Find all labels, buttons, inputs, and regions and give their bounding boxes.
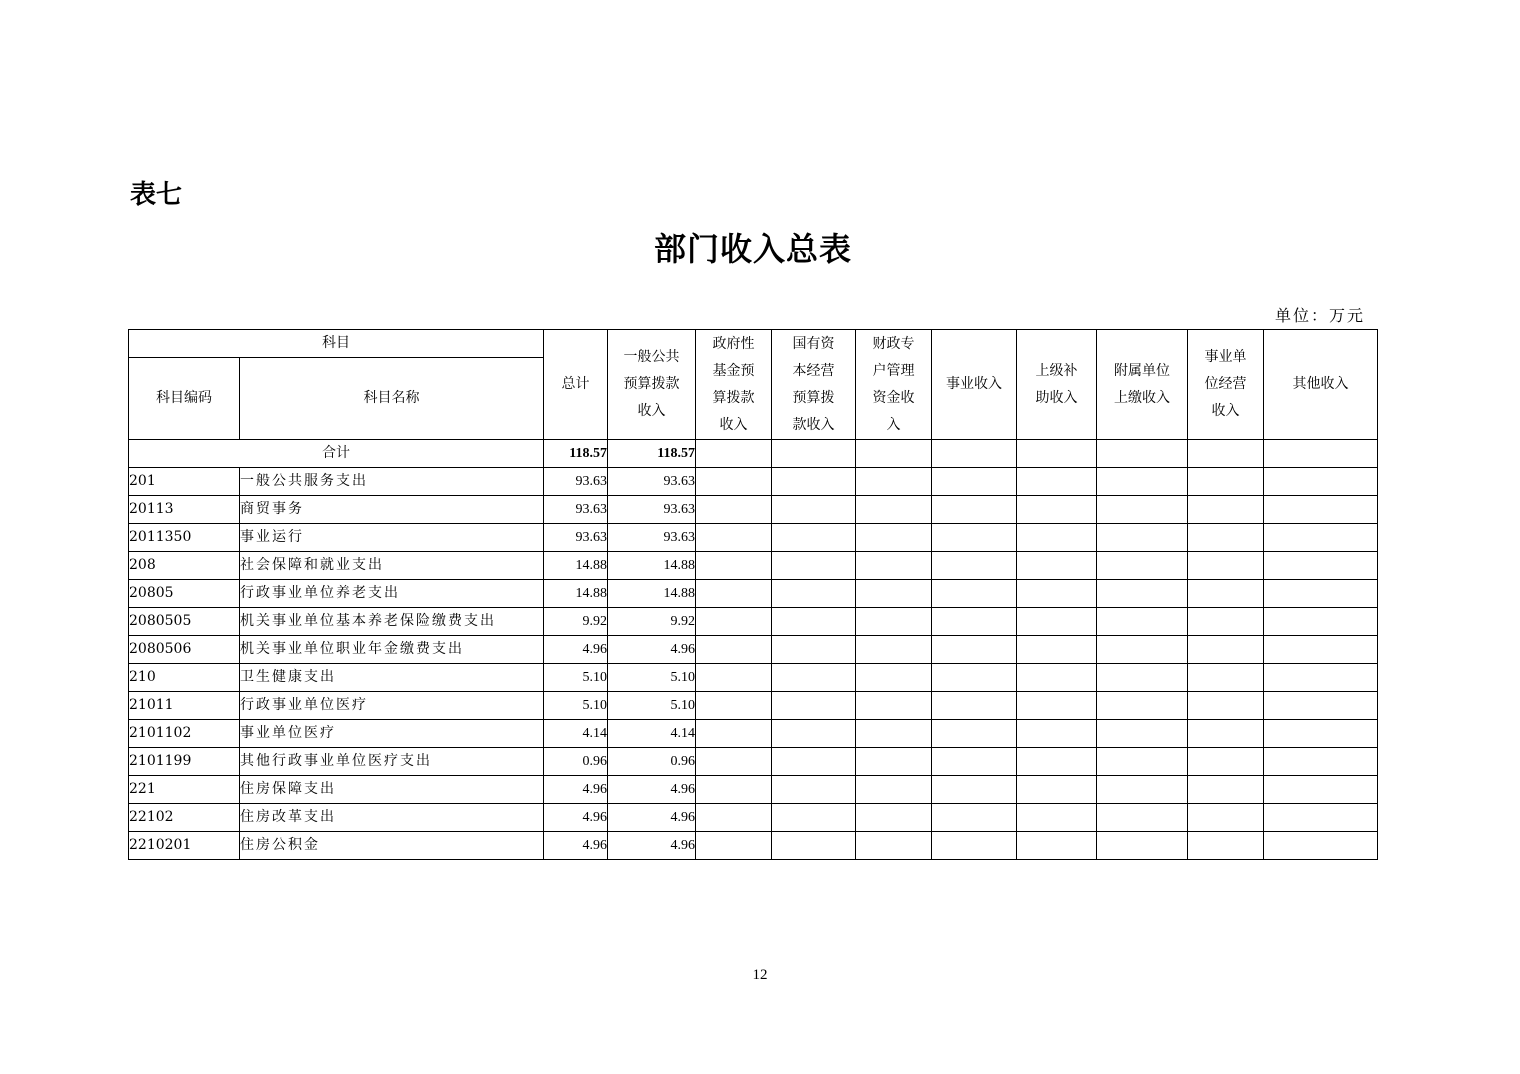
gov-fund-header: 政府性 基金预 算拨款 收入 (696, 330, 772, 440)
total-cell: 4.96 (544, 832, 608, 860)
empty-cell (1188, 580, 1264, 608)
table-row (129, 524, 1378, 552)
empty-cell (1017, 720, 1097, 748)
empty-cell (772, 776, 856, 804)
empty-cell (696, 468, 772, 496)
empty-cell (696, 692, 772, 720)
table-row (129, 720, 1378, 748)
empty-cell (1017, 832, 1097, 860)
table-row (129, 748, 1378, 776)
empty-cell (856, 692, 932, 720)
empty-cell (1264, 804, 1378, 832)
empty-cell (772, 748, 856, 776)
general-budget-header: 一般公共 预算拨款 收入 (608, 330, 696, 440)
empty-cell (772, 692, 856, 720)
empty-cell (932, 496, 1017, 524)
empty-cell (1188, 636, 1264, 664)
empty-cell (1188, 776, 1264, 804)
table-label: 表七 (130, 180, 183, 210)
affiliated-income-header: 附属单位 上缴收入 (1097, 330, 1188, 440)
table-row (129, 608, 1378, 636)
empty-cell (1188, 608, 1264, 636)
empty-cell (932, 720, 1017, 748)
subject-code-cell: 2101102 (129, 720, 240, 748)
subject-code-cell: 221 (129, 776, 240, 804)
subject-code-cell: 20805 (129, 580, 240, 608)
empty-cell (856, 552, 932, 580)
general-budget-cell: 93.63 (608, 524, 696, 552)
empty-cell (1264, 636, 1378, 664)
empty-cell (932, 468, 1017, 496)
subject-code-cell: 201 (129, 468, 240, 496)
empty-cell (856, 664, 932, 692)
empty-cell (856, 776, 932, 804)
empty-cell (772, 636, 856, 664)
empty-cell (1188, 524, 1264, 552)
name-header: 科目名称 (240, 358, 544, 440)
empty-cell (1188, 748, 1264, 776)
empty-cell (696, 804, 772, 832)
empty-cell (1264, 664, 1378, 692)
page-title: 部门收入总表 (653, 230, 852, 268)
total-cell: 4.96 (544, 804, 608, 832)
general-budget-cell: 0.96 (608, 748, 696, 776)
total-cell: 4.96 (544, 636, 608, 664)
unit-label: 单位：万元 (1274, 306, 1365, 325)
total-cell: 9.92 (544, 608, 608, 636)
subject-name-cell: 机关事业单位职业年金缴费支出 (240, 636, 544, 664)
empty-cell (1188, 832, 1264, 860)
business-income-header: 事业收入 (932, 330, 1017, 440)
empty-cell (1017, 552, 1097, 580)
empty-cell (696, 776, 772, 804)
empty-cell (1188, 496, 1264, 524)
empty-cell (1097, 804, 1188, 832)
empty-cell (1017, 748, 1097, 776)
empty-cell (1097, 692, 1188, 720)
empty-cell (1017, 664, 1097, 692)
empty-cell (696, 580, 772, 608)
table-row (129, 552, 1378, 580)
empty-cell (1097, 524, 1188, 552)
empty-cell (772, 608, 856, 636)
general-budget-cell: 14.88 (608, 580, 696, 608)
empty-cell (1264, 748, 1378, 776)
subject-name-cell: 行政事业单位养老支出 (240, 580, 544, 608)
unit-operation-header: 事业单 位经营 收入 (1188, 330, 1264, 440)
total-cell: 93.63 (544, 524, 608, 552)
general-budget-cell: 93.63 (608, 496, 696, 524)
general-budget-cell: 93.63 (608, 468, 696, 496)
empty-cell (696, 608, 772, 636)
total-cell: 4.96 (544, 776, 608, 804)
subject-name-cell: 商贸事务 (240, 496, 544, 524)
empty-cell (856, 524, 932, 552)
superior-subsidy-header: 上级补 助收入 (1017, 330, 1097, 440)
empty-cell (696, 832, 772, 860)
subject-code-cell: 2101199 (129, 748, 240, 776)
empty-cell (932, 692, 1017, 720)
general-budget-cell: 14.88 (608, 552, 696, 580)
empty-cell (696, 720, 772, 748)
empty-cell (1188, 804, 1264, 832)
general-budget-cell: 4.96 (608, 636, 696, 664)
total-cell: 93.63 (544, 468, 608, 496)
subject-name-cell: 事业运行 (240, 524, 544, 552)
general-budget-cell: 9.92 (608, 608, 696, 636)
total-cell: 5.10 (544, 664, 608, 692)
empty-cell (1097, 720, 1188, 748)
table-row (129, 468, 1378, 496)
code-header: 科目编码 (129, 358, 240, 440)
subject-code-cell: 2080505 (129, 608, 240, 636)
empty-cell (1017, 468, 1097, 496)
empty-cell (1097, 664, 1188, 692)
empty-cell (1097, 636, 1188, 664)
page-number: 12 (752, 967, 768, 983)
empty-cell (1017, 608, 1097, 636)
empty-cell (1264, 720, 1378, 748)
empty-cell (1097, 608, 1188, 636)
empty-cell (932, 664, 1017, 692)
empty-cell (1017, 496, 1097, 524)
empty-cell (1264, 552, 1378, 580)
other-income-header: 其他收入 (1264, 330, 1378, 440)
total-cell: 93.63 (544, 496, 608, 524)
fiscal-account-header: 财政专 户管理 资金收 入 (856, 330, 932, 440)
empty-cell (772, 524, 856, 552)
total-cell: 4.14 (544, 720, 608, 748)
subject-name-cell: 事业单位医疗 (240, 720, 544, 748)
empty-cell (772, 496, 856, 524)
table-row (129, 664, 1378, 692)
empty-cell (1188, 720, 1264, 748)
empty-cell (772, 468, 856, 496)
subject-code-cell: 22102 (129, 804, 240, 832)
empty-cell (1264, 524, 1378, 552)
empty-cell (696, 664, 772, 692)
empty-cell (696, 636, 772, 664)
subject-code-cell: 21011 (129, 692, 240, 720)
empty-cell (856, 496, 932, 524)
empty-cell (856, 804, 932, 832)
table-row (129, 832, 1378, 860)
empty-cell (1188, 468, 1264, 496)
empty-cell (1017, 776, 1097, 804)
subject-code-cell: 20113 (129, 496, 240, 524)
total-label: 合计 (129, 440, 544, 468)
table-row (129, 692, 1378, 720)
subject-name-cell: 卫生健康支出 (240, 664, 544, 692)
empty-cell (696, 748, 772, 776)
empty-cell (772, 804, 856, 832)
empty-cell (1264, 608, 1378, 636)
total-row (129, 440, 1378, 468)
empty-cell (1097, 832, 1188, 860)
empty-cell (772, 552, 856, 580)
empty-cell (772, 580, 856, 608)
general-budget-cell: 4.96 (608, 832, 696, 860)
empty-cell (1188, 692, 1264, 720)
total-cell: 14.88 (544, 580, 608, 608)
subject-name-cell: 社会保障和就业支出 (240, 552, 544, 580)
empty-cell (932, 748, 1017, 776)
empty-cell (932, 832, 1017, 860)
table-row (129, 636, 1378, 664)
empty-cell (932, 776, 1017, 804)
empty-cell (1017, 636, 1097, 664)
empty-cell (856, 720, 932, 748)
empty-cell (1017, 524, 1097, 552)
empty-cell (856, 580, 932, 608)
total-cell: 0.96 (544, 748, 608, 776)
empty-cell (1097, 776, 1188, 804)
general-budget-value: 118.57 (608, 440, 696, 468)
empty-cell (932, 804, 1017, 832)
general-budget-cell: 5.10 (608, 664, 696, 692)
table-row (129, 580, 1378, 608)
empty-cell (772, 664, 856, 692)
table-row (129, 804, 1378, 832)
subject-name-cell: 住房改革支出 (240, 804, 544, 832)
total-value: 118.57 (544, 440, 608, 468)
empty-cell (932, 608, 1017, 636)
empty-cell (1017, 580, 1097, 608)
empty-cell (1017, 804, 1097, 832)
subject-code-cell: 210 (129, 664, 240, 692)
empty-cell (856, 636, 932, 664)
empty-cell (1017, 692, 1097, 720)
empty-cell (696, 496, 772, 524)
empty-cell (1264, 580, 1378, 608)
empty-cell (1264, 468, 1378, 496)
empty-cell (1264, 496, 1378, 524)
empty-cell (772, 832, 856, 860)
empty-cell (1188, 664, 1264, 692)
empty-cell (1097, 580, 1188, 608)
state-capital-header: 国有资 本经营 预算拨 款收入 (772, 330, 856, 440)
subject-code-cell: 208 (129, 552, 240, 580)
income-summary-table (128, 329, 1378, 860)
general-budget-cell: 4.96 (608, 776, 696, 804)
subject-name-cell: 一般公共服务支出 (240, 468, 544, 496)
empty-cell (856, 832, 932, 860)
total-cell: 14.88 (544, 552, 608, 580)
empty-cell (1188, 552, 1264, 580)
empty-cell (1264, 692, 1378, 720)
subject-name-cell: 住房公积金 (240, 832, 544, 860)
empty-cell (932, 580, 1017, 608)
empty-cell (856, 468, 932, 496)
subject-name-cell: 机关事业单位基本养老保险缴费支出 (240, 608, 544, 636)
empty-cell (1097, 748, 1188, 776)
subject-code-cell: 2210201 (129, 832, 240, 860)
subject-header: 科目 (129, 330, 544, 358)
general-budget-cell: 5.10 (608, 692, 696, 720)
empty-cell (932, 636, 1017, 664)
empty-cell (932, 552, 1017, 580)
empty-cell (1264, 776, 1378, 804)
empty-cell (696, 524, 772, 552)
subject-name-cell: 行政事业单位医疗 (240, 692, 544, 720)
subject-code-cell: 2011350 (129, 524, 240, 552)
subject-name-cell: 住房保障支出 (240, 776, 544, 804)
subject-name-cell: 其他行政事业单位医疗支出 (240, 748, 544, 776)
empty-cell (1097, 496, 1188, 524)
empty-cell (856, 748, 932, 776)
empty-cell (932, 524, 1017, 552)
table-row (129, 496, 1378, 524)
empty-cell (696, 552, 772, 580)
subject-code-cell: 2080506 (129, 636, 240, 664)
empty-cell (1097, 468, 1188, 496)
empty-cell (1264, 832, 1378, 860)
general-budget-cell: 4.96 (608, 804, 696, 832)
total-header: 总计 (544, 330, 608, 440)
table-row (129, 776, 1378, 804)
total-cell: 5.10 (544, 692, 608, 720)
empty-cell (856, 608, 932, 636)
empty-cell (772, 720, 856, 748)
empty-cell (1097, 552, 1188, 580)
general-budget-cell: 4.14 (608, 720, 696, 748)
